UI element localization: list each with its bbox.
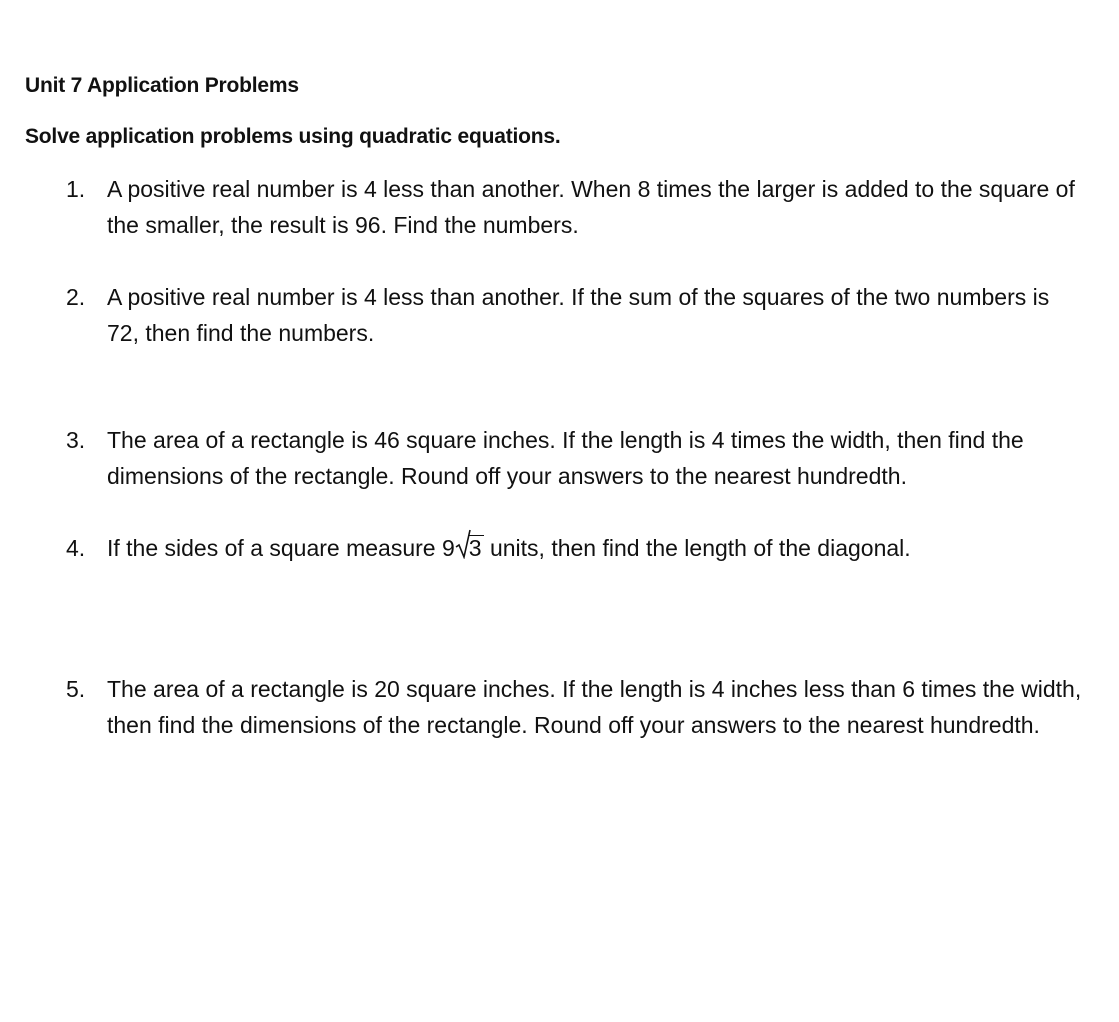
- problem-2: [66, 280, 1086, 351]
- problem-number: 5.: [66, 676, 86, 702]
- problem-4: [66, 531, 1086, 567]
- problem-3: [66, 423, 1086, 494]
- problem-number: 1.: [66, 176, 86, 202]
- problem-text-before-root: If the sides of a square measure 9: [107, 535, 455, 561]
- problem-5: [66, 672, 1086, 743]
- problem-number: 3.: [66, 427, 86, 453]
- square-root-expression: [455, 531, 484, 567]
- page-title: Unit 7 Application Problems: [25, 74, 299, 97]
- instructions-heading: Solve application problems using quadratic equations.: [25, 125, 561, 148]
- problem-text: A positive real number is 4 less than another. If the sum of the squares of the two numbers is 72, then find the numbers.: [107, 284, 1050, 346]
- radicand: 3: [468, 535, 482, 561]
- problem-number: 4.: [66, 535, 86, 561]
- problem-1: [66, 172, 1086, 243]
- problem-text: [107, 531, 1086, 567]
- problem-text: The area of a rectangle is 46 square inches. If the length is 4 times the width, then find the dimensions of the rectangle. Round off your answers to the nearest hundredth.: [107, 427, 1024, 489]
- problem-text: A positive real number is 4 less than another. When 8 times the larger is added to the square of the smaller, the result is 96. Find the numbers.: [107, 176, 1075, 238]
- problem-text: The area of a rectangle is 20 square inches. If the length is 4 inches less than 6 times the width, then find the dimensions of the rectangle. Round off your answers to the nearest hundredth.: [107, 676, 1082, 738]
- problem-number: 2.: [66, 284, 86, 310]
- radical-sign-icon: [455, 529, 471, 559]
- problem-text-after-root: units, then find the length of the diagonal.: [483, 535, 911, 561]
